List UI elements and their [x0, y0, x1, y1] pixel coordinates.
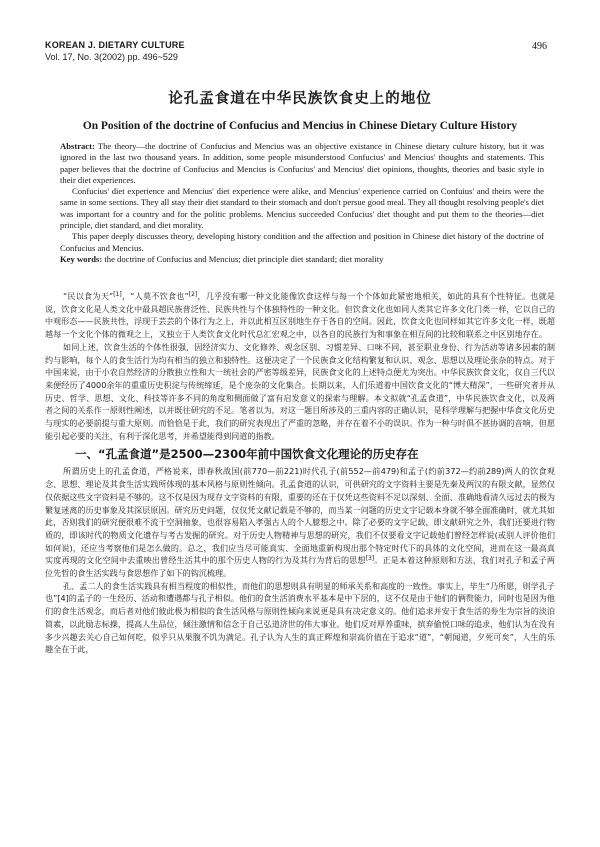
quote-2: ，“人莫不饮食也”	[121, 291, 189, 301]
keywords-text: the doctrine of Confucius and Mencius; diet principle diet standard; diet morality	[102, 253, 384, 264]
volume-info: Vol. 17, No. 3(2002) pp. 496~529	[45, 52, 178, 62]
abstract-paragraph-2: Confucius' diet experience and Mencius' diet experience were alike, and Mencius' experience carried on Confuius' and theirs were the same in some sections. They all stay their diet standard to their stomach and don't persue good meal. They all thought resolving people's diet was important for a country and for the politic problems. Mencius succeeded Confucius' diet thought and put them to the theories—diet principle, diet standard, and diet morality.	[60, 186, 544, 231]
journal-header	[45, 39, 185, 63]
quote-1: “民以食为天”	[63, 291, 114, 301]
body-paragraph-1-text: ，几乎没有哪一种文化能像饮食这样与每一个个体如此紧密地相关，如此的具有个性特征。也就是说，饮食文化是人类文化中最具超民族普泛性、民族共性与个体独特性的一种文化。但饮食文化也如同人类其它许多文化门类一样，它以自己的中观形态——民族共性，浮现于芸芸的个体行为之上，并以此相互区别地生存于各自的空间。因此，饮食文化也同样如其它许多文化一样，既超越每一个文化个体的微观之上，又独立于人类饮食文化时代总汇宏观之中，以各自的民族行为和事象在相互间的比较和联系之中区别地存在。	[45, 291, 556, 340]
title-english: On Position of the doctrine of Confucius and Mencius in Chinese Dietary Culture History	[82, 120, 518, 132]
keywords-label: Key words:	[60, 253, 103, 264]
section-heading-1: 一、“孔孟食道”是2500—2300年前中国饮食文化理论的历史存在	[75, 447, 419, 462]
abstract-paragraph-1	[60, 141, 544, 186]
body-paragraph-3	[45, 465, 555, 579]
body-paragraph-2: 如同上述，饮食生活的个体性很强，因经济实力、文化修养、观念区别、习惯差异、口味不同，甚至职业身份、行为活动等诸多因素的制约与影响，每个人的食生活行为均有相当的独立和独特性。这便决定了一个民族食文化结构繁复和认识、观念、思想以及理论张杂的特点。对于中国来说，由于小农自然经济的分散独立性和大一统社会的严密等级差异，民族食文化的上述特点便尤为突出。中华民族饮食文化，仅自三代以来便经历了4000余年的重重历史积淀与传统缔延，是个庞杂的文化集合。长期以来，人们乐道着中国饮食文化的“博大精深”，一些研究者并从历史、哲学、思想、文化、科技等许多不同的角度和侧面做了富有启发意义的探索与理解。本文拟就“孔孟食道”，中华民族饮食文化，以及两者之间的关系作一原则性阐述，以并既往研究的不足。笔者以为，对这一题目所涉及的三重内容的正确认识，是科学理解与把握中华食文化历史与现实的必要前提与重大原则。而恰恰是于此，我们的研究表现出了严重的忽略，并存在着不小的误识。作为一种与时俱不甚协调的音响，但愿能引起必要的关注，有利于深化思考，并希望能得到同道的指教。	[45, 341, 555, 441]
abstract-label: Abstract:	[60, 141, 95, 151]
title-chinese: 论孔孟食道在中华民族饮食史上的地位	[168, 91, 432, 107]
body-paragraph-3-end: 。正是本着这种原则和方法，我们对孔子和孟子两位先哲的食生活实践与食思想作了如下的钩沉梳理。	[45, 555, 555, 579]
body-text	[45, 290, 555, 656]
citation-3: [3]	[365, 555, 375, 563]
body-paragraph-3-text: 所谓历史上的孔孟食道，严格说来，即春秋战国(前770—前221)时代孔子(前552—前479)和孟子(约前372—约前289)两人的饮食观念、思想、理论及其食生活实践所体现的基本风格与原则性倾向。孔孟食道的认识，可供研究的文字资料主要是先秦及两汉的有限文献，显然仅仅依据这些文字资料是不够的。这不仅是因为现存文字资料的有限，重要的还在于仅凭这些资料不足以深刻、全面、准确地看清久远过去的极为繁复迷离的历史事象及其深层原因。研究历史问题，仅仅凭文献记载是不够的，而当某一问题的历史文字记载本身就不够全面准确时，就尤其如此，否则我们的研究便很难不流于空洞抽象，也很容易陷入孝强古人的个人臆想之中。除了必要的文字记载，即文献研究之外，我们还要进行物质的，即该时代的物质文化遗存与考古发掘的研究。对于历史人物精神与思想的研究，我们不仅要看文字记载他们曾经怎样说(或别人评价他们如何说)，还应当考察他们是怎么做的。总之，我们应当尽可能真实、全面地重新构现出那个特定时代下的具体的文化空间，进而在这一最高真实度再现的文化空间中去重映出曾经生活其中的那个历史人物的行为及其行为背后的思想	[45, 466, 555, 566]
citation-2: [2]	[188, 291, 198, 298]
body-paragraph-4: 孔、孟二人的食生活实践具有相当程度的相似性，而他们的思想则具有明显的师承关系和高度的一致性。事实上，毕生“乃所愿，则学孔子也”[4]的孟子的一生经历、活动和遭遇都与孔子相似。他们的食生活消费水平基本是中下层的，这不仅是由于他们的俩赘能力，同时也是因为他们的食生活观念，而后者对他们彼此极为相似的食生活风格与原则性倾向来说更是具有决定意义的。他们追求并安于食生活的券生为宗旨的淡泊简素，以此励志标操，提高人生品位，倾注激情和信念于自己弘道济世的伟大事业。他们反对厚养重味，摈弃偷悦口味的追求，他们认为在没有多少兴趣去关心自己如何吃，似乎只从果腹不饥为满足。孔子认为人生的真正辉煌和崇高价值在于追求“道”，“朝闻道，夕死可矣”，人生的乐趣全在于此，	[45, 580, 555, 655]
citation-1: [1]	[113, 291, 122, 298]
journal-name: KOREAN J. DIETARY CULTURE	[45, 40, 185, 50]
abstract-text-1: The theory—the doctrine of Confucius and Mencius was an objective existance in Chinese dietary culture history, but it was ignored in the last two thousand years. In addition, some people misunderstood Confucius' and Mencius' thoughts and statements. This paper believes that the doctrine of Confucius and Mencius is Confucius' and Mencius' diet opinions, thoughts, theories and basic style in their diet experiences.	[60, 141, 544, 185]
keywords	[60, 254, 544, 265]
body-paragraph-1	[45, 290, 555, 341]
page-number: 496	[532, 41, 547, 52]
abstract	[60, 141, 544, 265]
abstract-paragraph-3: This paper deeply discusses theory, developing history condition and the affection and position in Chinese diet history of the doctrine of Confucius and Mencius.	[60, 231, 544, 253]
